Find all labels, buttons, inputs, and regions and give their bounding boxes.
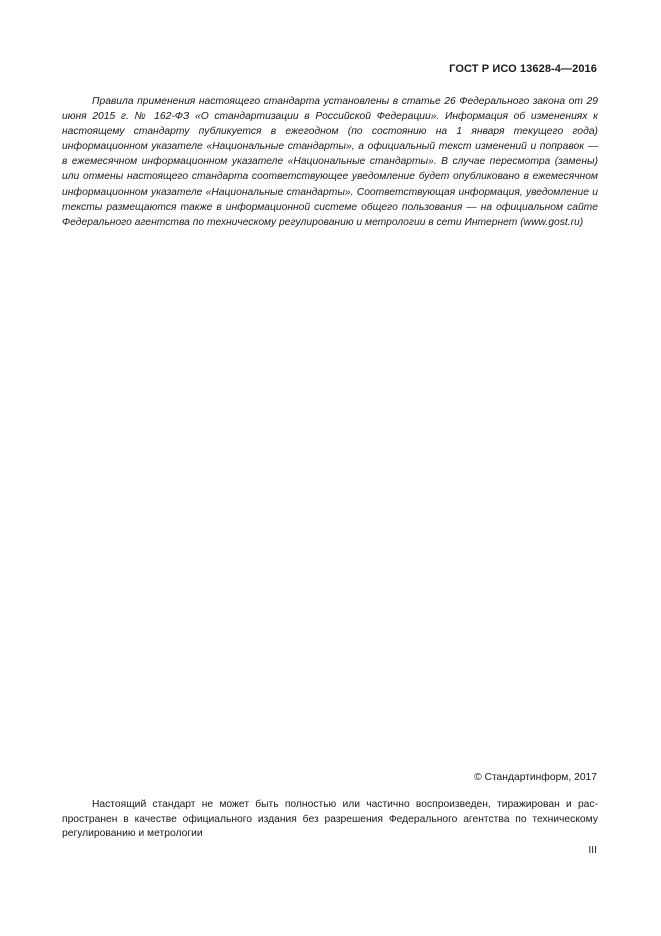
copyright-line: © Стандартинформ, 2017 (474, 772, 597, 783)
reproduction-notice: Настоящий стандарт не может быть полностью или частично воспроизведен, тиражирован и распространен в качестве официального издания без разрешения Федерального агентства по техническому регулированию и метрологии (62, 799, 598, 840)
page-number: III (588, 845, 597, 856)
intro-paragraph: Правила применения настоящего стандарта установлены в статье 26 Федерального закона от 29 июня 2015 г. № 162-ФЗ «О стандартизации в Российской Федерации». Информация об изменениях к настоящему стандарту публикуется в ежегодном (по состоянию на 1 января текущего года) информационном указателе «Национальные стандарты», а официальный текст изменений и поправок — в ежемесячном информационном указателе «Национальные стандарты». В случае пересмотра (замены) или отмены настоящего стандарта соответствующее уведомление будет опубликовано в ежемесячном информационном указателе «Национальные стандарты». Соответствующая информация, уведомление и тексты размещаются также в информационной системе общего пользования — на официальном сайте Федерального агентства по техническому регулированию и метрологии в сети Интернет (www.gost.ru) (62, 96, 598, 228)
document-code: ГОСТ Р ИСО 13628-4—2016 (449, 63, 597, 75)
